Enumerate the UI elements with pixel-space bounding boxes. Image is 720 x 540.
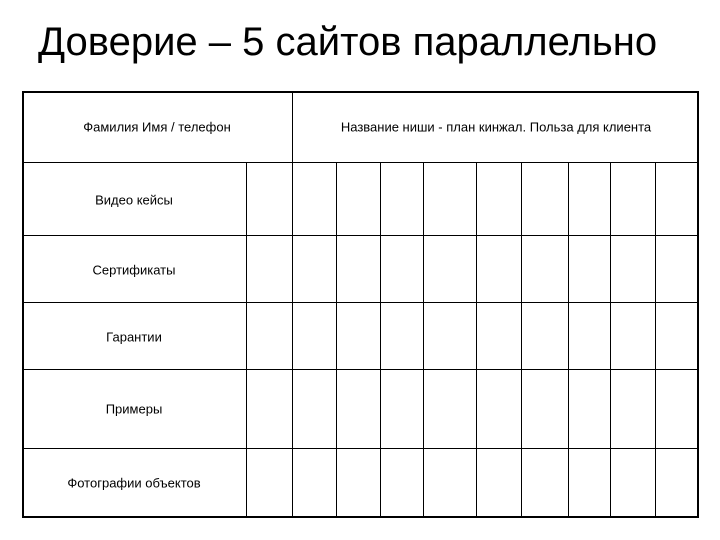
row-divider — [22, 235, 699, 236]
header-name-phone: Фамилия Имя / телефон — [83, 119, 231, 135]
column-divider — [423, 163, 424, 518]
column-divider — [655, 163, 656, 518]
table-border-bottom — [22, 516, 699, 518]
slide-title: Доверие – 5 сайтов параллельно — [38, 20, 658, 64]
column-divider — [336, 163, 337, 518]
table-border-right — [697, 91, 699, 518]
column-divider — [610, 163, 611, 518]
column-divider — [292, 91, 293, 518]
row-label-certificates: Сертификаты — [92, 262, 176, 278]
column-divider — [521, 163, 522, 518]
column-divider — [246, 163, 247, 518]
row-label-examples: Примеры — [105, 401, 163, 417]
row-label-guarantees: Гарантии — [106, 329, 162, 345]
column-divider — [568, 163, 569, 518]
table-border-top — [22, 91, 699, 93]
row-divider — [22, 302, 699, 303]
column-divider — [476, 163, 477, 518]
column-divider — [380, 163, 381, 518]
row-divider — [22, 162, 699, 163]
row-divider — [22, 369, 699, 370]
table-border-left — [22, 91, 24, 518]
row-label-video-cases: Видео кейсы — [95, 192, 173, 208]
row-label-object-photos: Фотографии объектов — [67, 475, 201, 491]
row-divider — [22, 448, 699, 449]
header-niche: Название ниши - план кинжал. Польза для клиента — [340, 119, 652, 135]
